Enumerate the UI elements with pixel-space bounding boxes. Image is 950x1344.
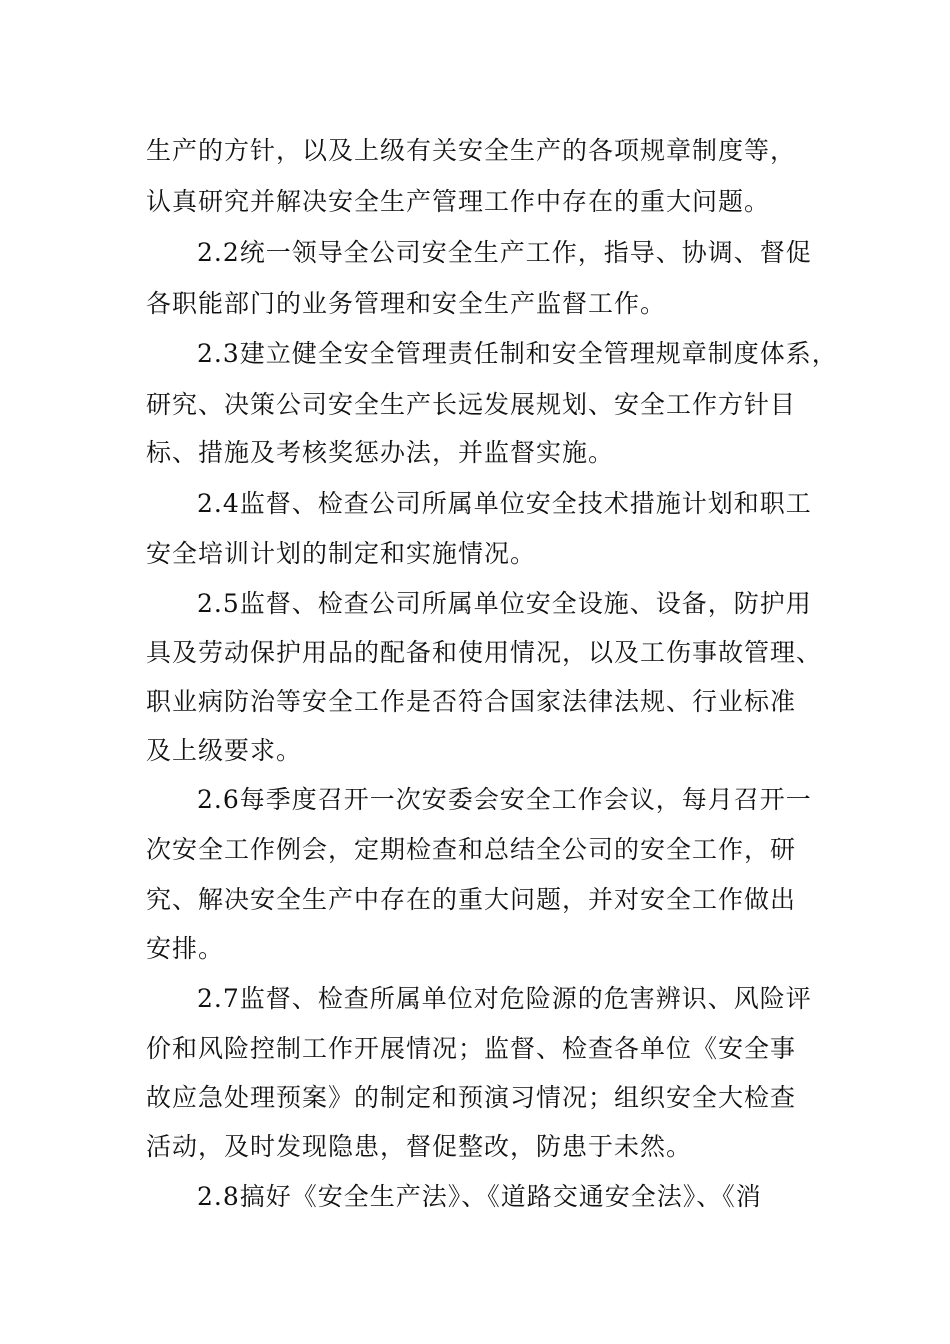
section-2-8-line: 2.8搞好《安全生产法》、《道路交通安全法》、《消 — [197, 1182, 762, 1211]
text-line: 标、措施及考核奖惩办法，并监督实施。 — [146, 438, 615, 467]
section-2-5-line: 2.5监督、检查公司所属单位安全设施、设备，防护用 — [197, 589, 812, 618]
text-line: 究、解决安全生产中存在的重大问题，并对安全工作做出 — [146, 885, 797, 914]
section-2-2-line: 2.2统一领导全公司安全生产工作，指导、协调、督促 — [197, 238, 812, 267]
text-line: 故应急处理预案》的制定和预演习情况；组织安全大检查 — [146, 1083, 797, 1112]
section-2-7-line: 2.7监督、检查所属单位对危险源的危害辨识、风险评 — [197, 984, 812, 1013]
text-line: 及上级要求。 — [146, 736, 303, 765]
section-2-3-line: 2.3建立健全安全管理责任制和安全管理规章制度体系， — [197, 339, 838, 368]
text-line: 安全培训计划的制定和实施情况。 — [146, 539, 537, 568]
text-line: 具及劳动保护用品的配备和使用情况，以及工伤事故管理、 — [146, 638, 823, 667]
text-line: 次安全工作例会，定期检查和总结全公司的安全工作，研 — [146, 835, 797, 864]
text-line: 活动，及时发现隐患，督促整改，防患于未然。 — [146, 1132, 693, 1161]
text-line: 职业病防治等安全工作是否符合国家法律法规、行业标准 — [146, 687, 797, 716]
text-line: 研究、决策公司安全生产长远发展规划、安全工作方针目 — [146, 390, 797, 419]
text-line: 各职能部门的业务管理和安全生产监督工作。 — [146, 289, 667, 318]
section-2-6-line: 2.6每季度召开一次安委会安全工作会议，每月召开一 — [197, 785, 812, 814]
text-line: 认真研究并解决安全生产管理工作中存在的重大问题。 — [146, 187, 771, 216]
text-line: 价和风险控制工作开展情况；监督、检查各单位《安全事 — [146, 1034, 797, 1063]
text-line: 生产的方针，以及上级有关安全生产的各项规章制度等， — [146, 136, 797, 165]
section-2-4-line: 2.4监督、检查公司所属单位安全技术措施计划和职工 — [197, 489, 812, 518]
text-line: 安排。 — [146, 934, 225, 963]
